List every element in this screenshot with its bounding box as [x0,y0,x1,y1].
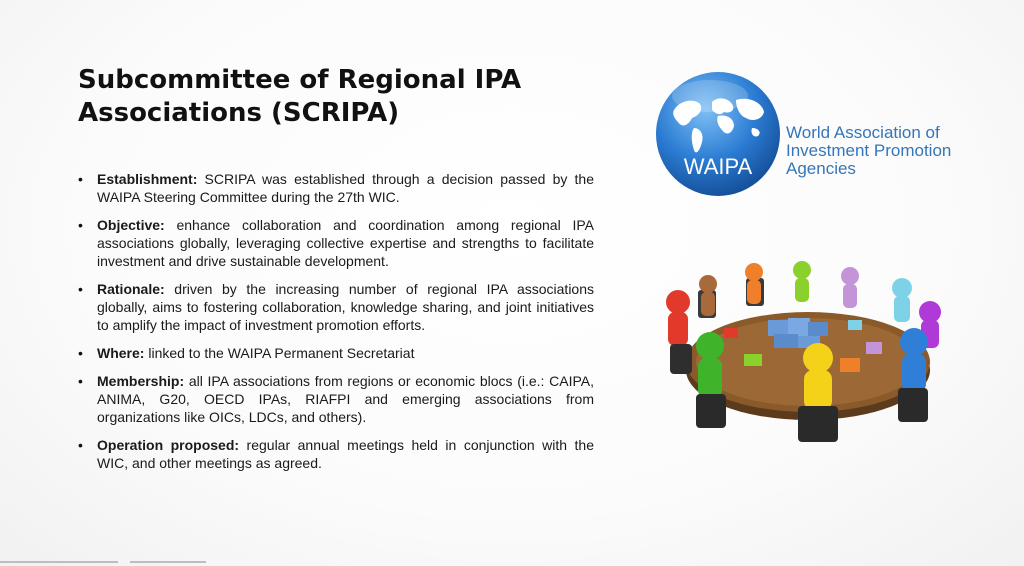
title-line-2: Associations (SCRIPA) [78,98,400,128]
title-line-1: Subcommittee of Regional IPA [78,65,522,95]
bullet-membership [78,372,594,426]
bullet-operation [78,436,594,472]
bullet-text: enhance collaboration and coordination among regional IPA associations globally, leveraging collective expertise and strengths to facilitate investment and drive sustainable development. [97,217,594,269]
bullet-objective [78,216,594,270]
footer-divider-left [0,561,118,563]
bullet-where [78,344,594,362]
bullet-label: Membership: [97,373,185,389]
bullet-label: Objective: [97,217,165,233]
logo-name-line-1: World Association of [786,123,940,142]
globe-logo-icon [654,70,782,198]
logo-acronym: WAIPA [683,154,753,179]
bullet-label: Where: [97,345,145,361]
bullet-label: Establishment: [97,171,198,187]
bullet-text: all IPA associations from regions or economic blocs (i.e.: CAIPA, ANIMA, G20, OECD IPAs, RIAFPI and emerging associations from organizations like OICs, LDCs, and others). [97,373,594,425]
bullet-text: linked to the WAIPA Permanent Secretariat [144,345,415,361]
bullet-text: regular annual meetings held in conjunction with the WIC, and other meetings as agreed. [97,437,594,471]
bullet-label: Rationale: [97,281,165,297]
logo-name [786,124,1006,178]
bullet-text: driven by the increasing number of regional IPA associations globally, aims to fostering collaboration, knowledge sharing, and joint initiatives to amplify the impact of investment promotion efforts. [97,281,594,333]
logo-name-line-2: Investment Promotion [786,141,952,160]
logo-name-line-3: Agencies [786,159,856,178]
slide-title [78,64,598,130]
bullet-establishment [78,170,594,206]
bullet-label: Operation proposed: [97,437,240,453]
bullet-list [78,170,594,482]
meeting-table-puzzle-illustration [658,258,950,468]
bullet-text: SCRIPA was established through a decision passed by the WAIPA Steering Committee during the 27th WIC. [97,171,594,205]
bullet-rationale [78,280,594,334]
footer-divider-right [130,561,206,563]
